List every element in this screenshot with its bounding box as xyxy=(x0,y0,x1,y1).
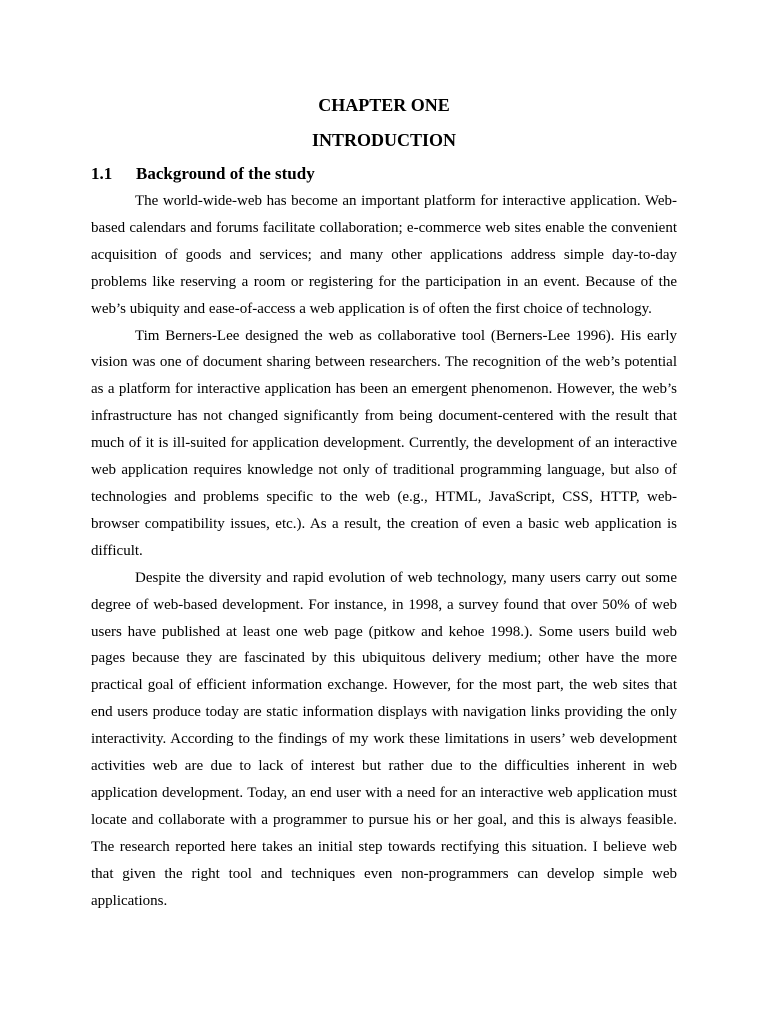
chapter-title: INTRODUCTION xyxy=(311,130,457,150)
chapter-label: CHAPTER ONE xyxy=(318,95,450,115)
section-number: 1.1 xyxy=(91,164,113,183)
section-heading xyxy=(91,163,315,185)
paragraph-2: Tim Berners-Lee designed the web as collaborative tool (Berners-Lee 1996). His early vision was one of document sharing between researchers. The recognition of the web’s potential as a platform for interactive application has been an emergent phenomenon. However, the web’s infrastructure has not changed significantly from being document-centered with the result that much of it is ill-suited for application development. Currently, the development of an interactive web application requires knowledge not only of traditional programming language, but also of technologies and problems specific to the web (e.g., HTML, JavaScript, CSS, HTTP, web-browser compatibility issues, etc.). As a result, the creation of even a basic web application is difficult. xyxy=(91,327,677,559)
section-title: Background of the study xyxy=(136,164,315,183)
paragraph-1: The world-wide-web has become an important platform for interactive application. Web-based calendars and forums facilitate collaboration; e-commerce web sites enable the convenient acquisition of goods and services; and many other applications address simple day-to-day problems like reserving a room or registering for the participation in an event. Because of the web’s ubiquity and ease-of-access a web application is of often the first choice of technology. xyxy=(91,193,677,317)
body-text xyxy=(91,188,677,914)
paragraph-3: Despite the diversity and rapid evolution of web technology, many users carry out some degree of web-based development. For instance, in 1998, a survey found that over 50% of web users have published at least one web page (pitkow and kehoe 1998.). Some users build web pages because they are fascinated by this ubiquitous delivery medium; other have the more practical goal of efficient information exchange. However, for the most part, the web sites that end users produce today are static information displays with navigation links providing the only interactivity. According to the findings of my work these limitations in users’ web development activities web are due to lack of interest but rather due to the difficulties inherent in web application development. Today, an end user with a need for an interactive web application must locate and collaborate with a programmer to pursue his or her goal, and this is always feasible. The research reported here takes an initial step towards rectifying this situation. I believe web that given the right tool and techniques even non-programmers can develop simple web applications. xyxy=(91,569,677,909)
